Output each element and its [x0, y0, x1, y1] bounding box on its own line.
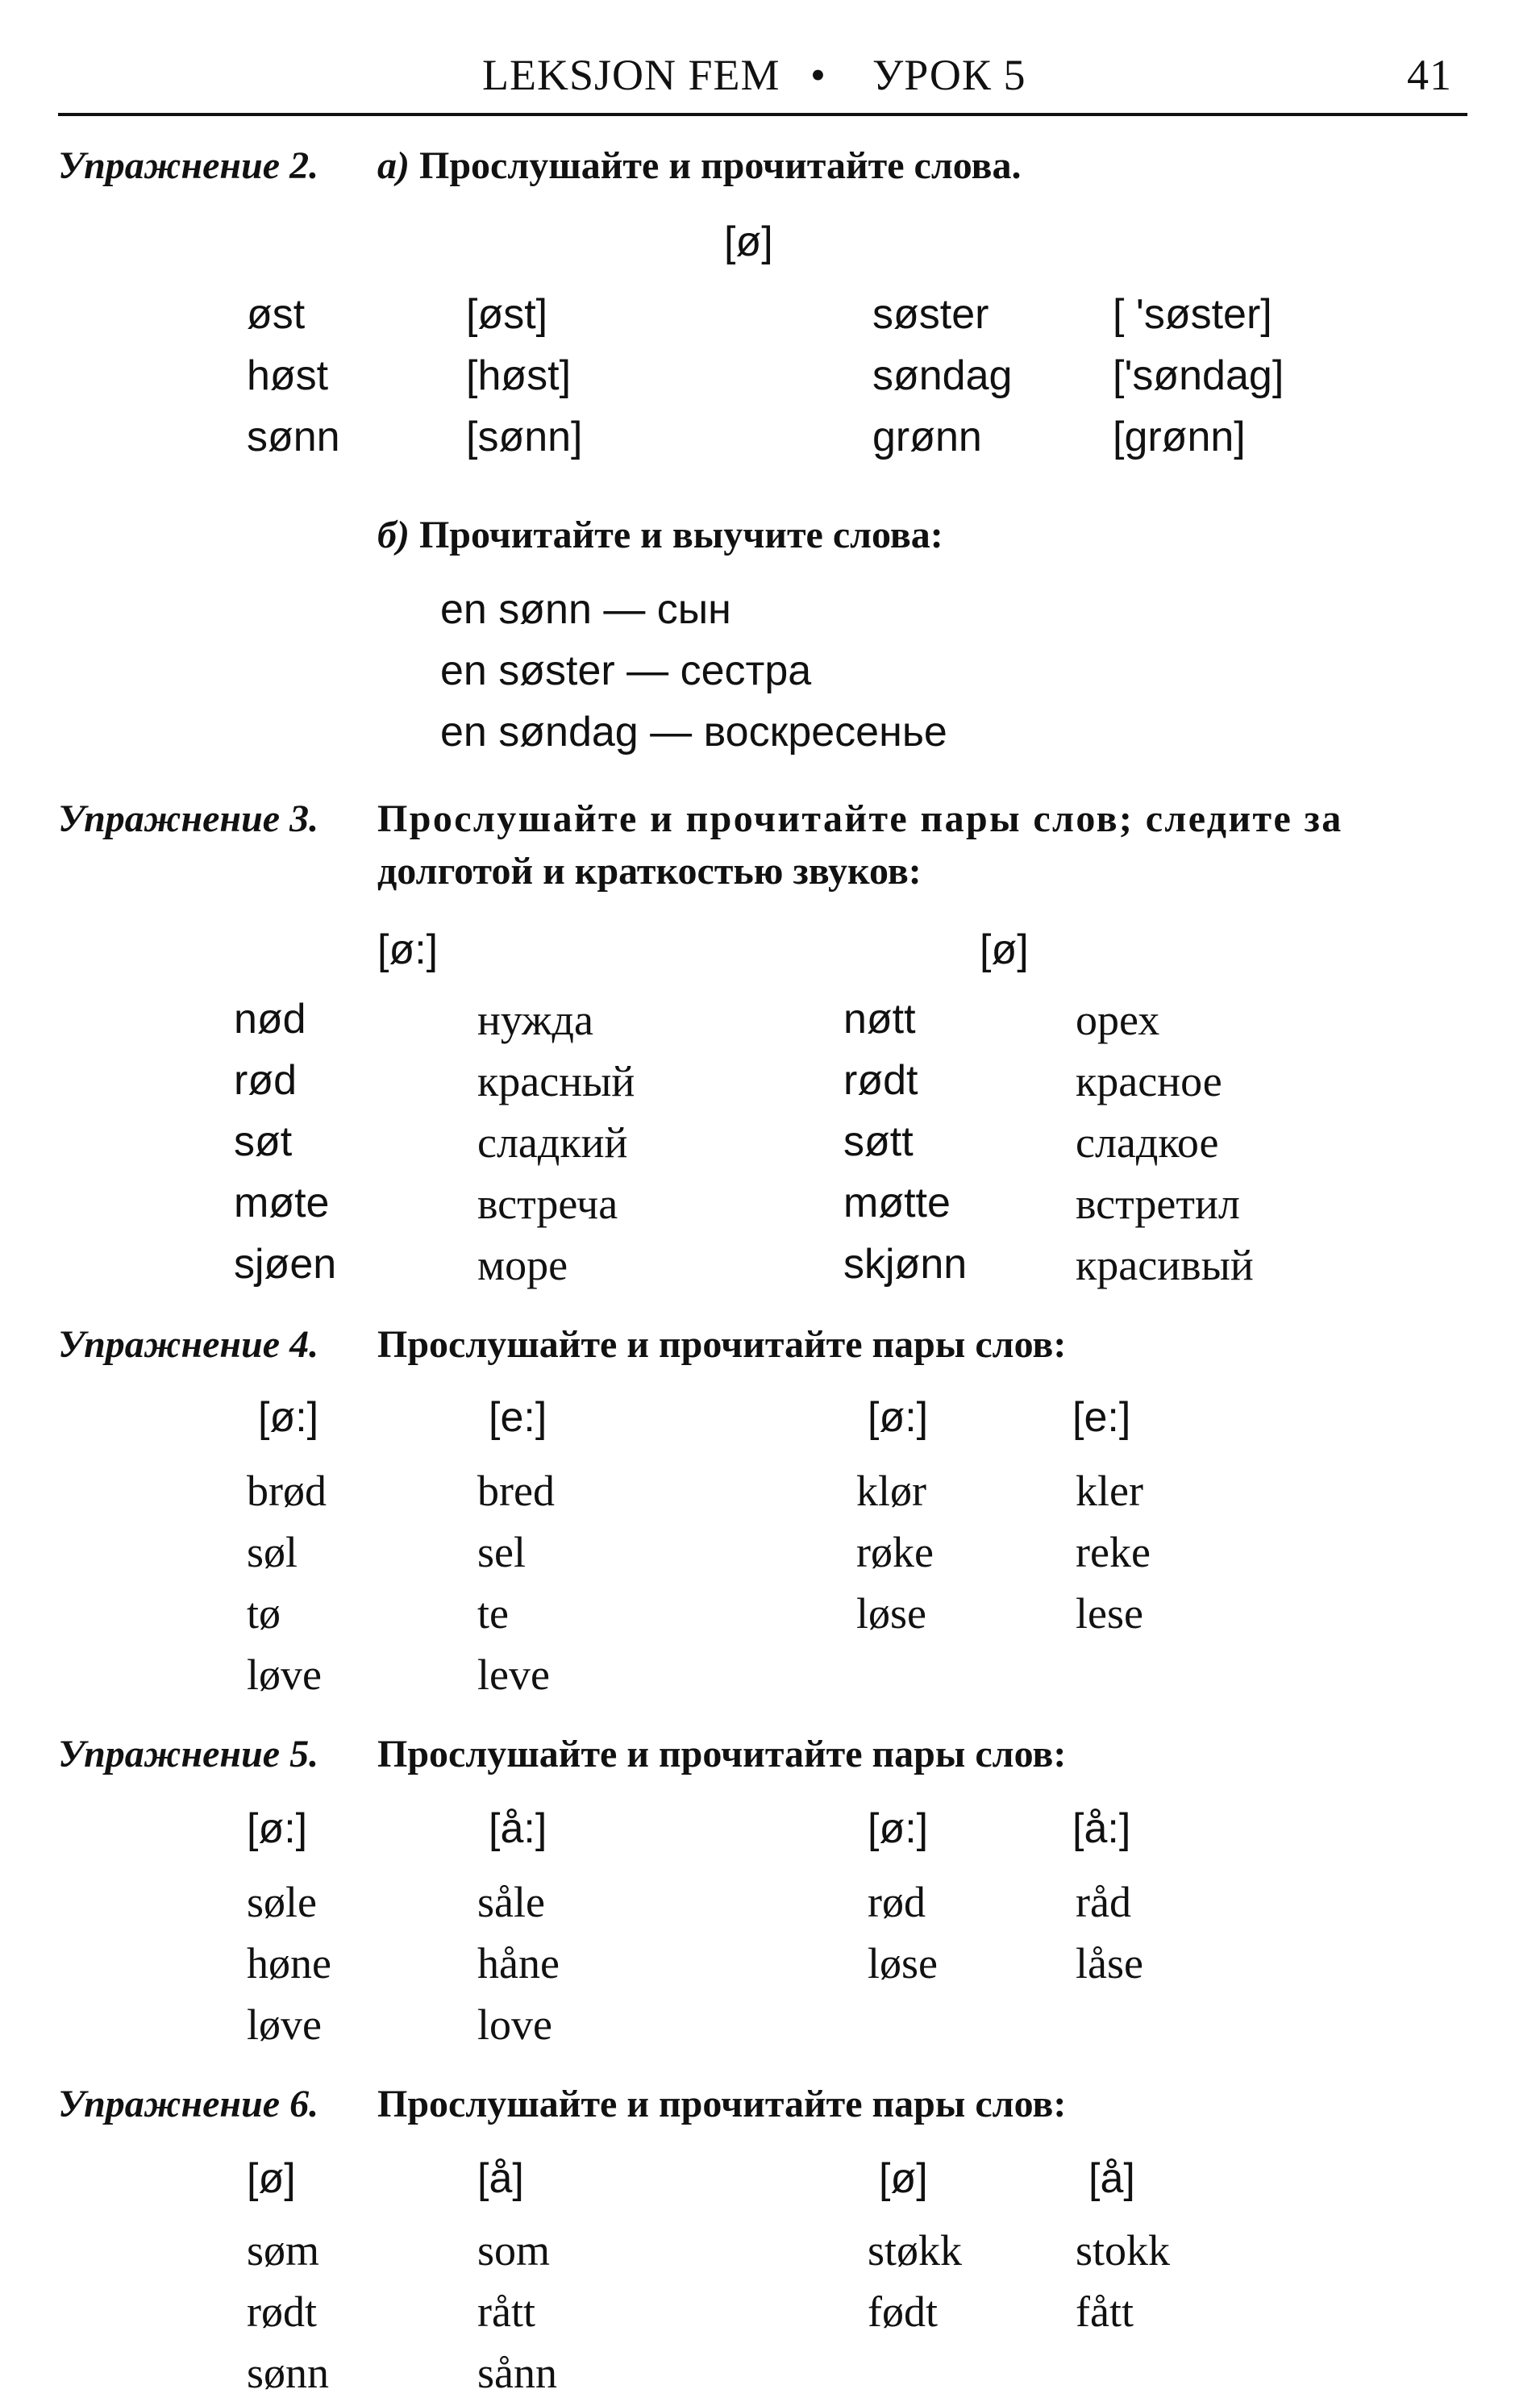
word: klør	[856, 1467, 926, 1515]
word: søl	[247, 1528, 298, 1576]
running-header-right: УРОК 5	[872, 51, 1026, 99]
sound-heading: [ø]	[247, 2155, 296, 2202]
transcription: ['søndag]	[1113, 352, 1284, 399]
translation: сладкий	[477, 1118, 628, 1167]
translation: встретил	[1076, 1180, 1240, 1228]
exercise-2-instruction-a	[377, 144, 1021, 188]
instruction-line-1	[377, 797, 1467, 841]
sound-heading: [ø:]	[247, 1805, 308, 1852]
exercise-5-label: Упражнение 5.	[58, 1733, 319, 1775]
word: støkk	[868, 2226, 963, 2275]
translation: красное	[1076, 1057, 1222, 1105]
word: søster	[872, 291, 989, 338]
header-bullet: •	[810, 51, 826, 99]
exercise-6-label: Упражнение 6.	[58, 2083, 319, 2125]
part-b-text: Прочитайте и выучите слова:	[418, 514, 943, 556]
word: skjønn	[843, 1241, 968, 1288]
translation: красный	[477, 1057, 635, 1105]
word: lese	[1076, 1589, 1143, 1638]
transcription: [sønn]	[466, 414, 583, 460]
word: grønn	[872, 414, 982, 460]
translation: красивый	[1076, 1241, 1254, 1289]
sound-heading: [å]	[1088, 2155, 1135, 2202]
header-rule	[58, 113, 1467, 116]
running-header-left: LEKSJON FEM	[482, 51, 780, 99]
word: øst	[247, 291, 306, 338]
word: søtt	[843, 1118, 914, 1165]
word: fått	[1076, 2287, 1134, 2336]
word: rød	[234, 1057, 297, 1104]
word: råd	[1076, 1878, 1131, 1926]
word: søle	[247, 1878, 317, 1926]
transcription: [grønn]	[1113, 414, 1246, 460]
translation: орех	[1076, 996, 1160, 1044]
word: møtte	[843, 1180, 951, 1226]
word: som	[477, 2226, 551, 2275]
exercise-2-sound-heading: [ø]	[724, 219, 773, 265]
instruction-line-2: долготой и краткостью звуков:	[377, 850, 922, 893]
word: nøtt	[843, 996, 916, 1043]
sound-heading: [ø:]	[258, 1394, 319, 1441]
translation: нужда	[477, 996, 593, 1044]
instruction-text: Прослушайте и прочитайте пары слов; следите за	[377, 797, 1343, 840]
vocab-line: en søndag — воскресенье	[440, 709, 947, 756]
part-a-letter: а)	[377, 144, 410, 187]
word: rødt	[843, 1057, 918, 1104]
transcription: [øst]	[466, 291, 548, 338]
sound-heading: [ø:]	[868, 1805, 929, 1852]
word: født	[868, 2287, 938, 2336]
word: såle	[477, 1878, 545, 1926]
word: brød	[247, 1467, 327, 1515]
word: tø	[247, 1589, 281, 1638]
word: te	[477, 1589, 509, 1638]
sound-heading: [å:]	[1072, 1805, 1131, 1852]
exercise-3-heading-long: [ø:]	[377, 926, 439, 973]
exercise-3-instruction	[377, 797, 1467, 893]
transcription: [ 'søster]	[1113, 291, 1272, 338]
exercise-6-instruction: Прослушайте и прочитайте пары слов:	[377, 2083, 1067, 2125]
word: løse	[868, 1939, 938, 1988]
word: nød	[234, 996, 306, 1043]
word: søndag	[872, 352, 1013, 399]
exercise-5-instruction: Прослушайте и прочитайте пары слов:	[377, 1733, 1067, 1775]
translation: встреча	[477, 1180, 618, 1228]
sound-heading: [å:]	[489, 1805, 547, 1852]
word: rød	[868, 1878, 926, 1926]
sound-heading: [e:]	[489, 1394, 547, 1441]
word: rødt	[247, 2287, 317, 2336]
translation: море	[477, 1241, 568, 1289]
exercise-2-label: Упражнение 2.	[58, 144, 319, 187]
exercise-2-instruction-b	[377, 513, 943, 557]
word: sånn	[477, 2349, 557, 2397]
exercise-3-label: Упражнение 3.	[58, 797, 319, 840]
transcription: [høst]	[466, 352, 572, 399]
part-b-letter: б)	[377, 514, 410, 556]
word: bred	[477, 1467, 555, 1515]
word: høne	[247, 1939, 331, 1988]
word: håne	[477, 1939, 560, 1988]
word: løve	[247, 1650, 322, 1699]
word: leve	[477, 1650, 550, 1699]
sound-heading: [ø:]	[868, 1394, 929, 1441]
word: reke	[1076, 1528, 1151, 1576]
vocab-line: en søster — сестра	[440, 647, 812, 694]
translation: сладкое	[1076, 1118, 1219, 1167]
sound-heading: [å]	[477, 2155, 524, 2202]
word: løve	[247, 2000, 322, 2049]
word: kler	[1076, 1467, 1143, 1515]
word: søt	[234, 1118, 293, 1165]
word: rått	[477, 2287, 535, 2336]
word: sjøen	[234, 1241, 337, 1288]
exercise-4-label: Упражнение 4.	[58, 1323, 319, 1366]
word: sel	[477, 1528, 526, 1576]
word: stokk	[1076, 2226, 1171, 2275]
sound-heading: [e:]	[1072, 1394, 1131, 1441]
exercise-3-heading-short: [ø]	[980, 926, 1029, 973]
word: røke	[856, 1528, 934, 1576]
word: låse	[1076, 1939, 1143, 1988]
word: love	[477, 2000, 552, 2049]
word: høst	[247, 352, 329, 399]
word: sønn	[247, 2349, 330, 2397]
sound-heading: [ø]	[879, 2155, 928, 2202]
word: søm	[247, 2226, 320, 2275]
vocab-line: en sønn — сын	[440, 586, 731, 633]
exercise-4-instruction: Прослушайте и прочитайте пары слов:	[377, 1323, 1067, 1366]
word: løse	[856, 1589, 926, 1638]
part-a-text: Прослушайте и прочитайте слова.	[418, 144, 1022, 187]
word: sønn	[247, 414, 340, 460]
word: møte	[234, 1180, 330, 1226]
page-number: 41	[1407, 51, 1452, 99]
